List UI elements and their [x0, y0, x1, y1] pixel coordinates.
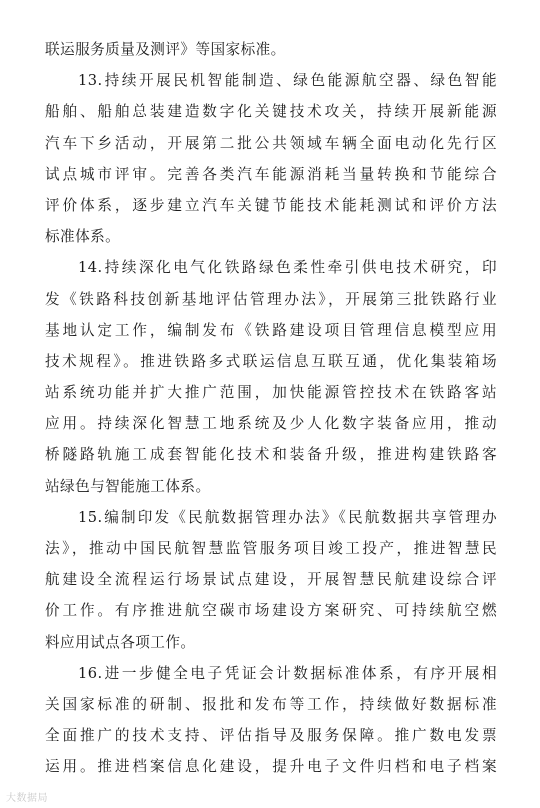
text-line: 13.持续开展民机智能制造、绿色能源航空器、绿色智能: [78, 72, 497, 90]
text-line: 航建设全流程运行场景试点建设，开展智慧民航建设综合评: [45, 571, 497, 589]
text-line: 发《铁路科技创新基地评估管理办法》，开展第三批铁路行业: [45, 290, 497, 308]
text-line: 法》，推动中国民航智慧监管服务项目竣工投产，推进智慧民: [45, 540, 497, 557]
text-line: 关国家标准的研制、报批和发布等工作，持续做好数据标准: [45, 695, 497, 713]
text-line: 价工作。有序推进航空碳市场建设方案研究、可持续航空燃: [45, 602, 497, 620]
text-line: 船舶、船舶总装建造数字化关键技术攻关，持续开展新能源: [45, 103, 497, 121]
text-line: 联运服务质量及测评》等国家标准。: [45, 41, 286, 58]
text-line: 汽车下乡活动，开展第二批公共领域车辆全面电动化先行区: [45, 134, 497, 152]
text-line: 站系统功能并扩大推广范围，加快能源管控技术在铁路客站: [45, 384, 497, 402]
text-line: 料应用试点各项工作。: [45, 633, 196, 651]
text-line: 技术规程》。推进铁路多式联运信息互联互通，优化集装箱场: [45, 352, 497, 370]
text-line: 15.编制印发《民航数据管理办法》《民航数据共享管理办: [78, 508, 497, 526]
text-line: 应用。持续深化智慧工地系统及少人化数字装备应用，推动: [45, 415, 497, 433]
text-line: 全面推广的技术支持、评估指导及服务保障。推广数电发票: [45, 727, 497, 745]
text-line: 16.进一步健全电子凭证会计数据标准体系，有序开展相: [78, 664, 497, 682]
text-line: 评价体系，逐步建立汽车关键节能技术能耗测试和评价方法: [45, 196, 497, 214]
text-line: 标准体系。: [45, 228, 121, 246]
text-line: 14.持续深化电气化铁路绿色柔性牵引供电技术研究，印: [78, 259, 497, 277]
text-line: 运用。推进档案信息化建设，提升电子文件归档和电子档案: [45, 758, 497, 776]
text-line: 站绿色与智能施工体系。: [45, 477, 211, 495]
text-line: 试点城市评审。完善各类汽车能源消耗当量转换和节能综合: [45, 165, 497, 183]
document-body: [45, 34, 497, 783]
text-line: 桥隧路轨施工成套智能化技术和装备升级，推进构建铁路客: [45, 446, 497, 464]
text-line: 基地认定工作，编制发布《铁路建设项目管理信息模型应用: [45, 321, 497, 339]
watermark: 大数据局: [6, 793, 48, 804]
